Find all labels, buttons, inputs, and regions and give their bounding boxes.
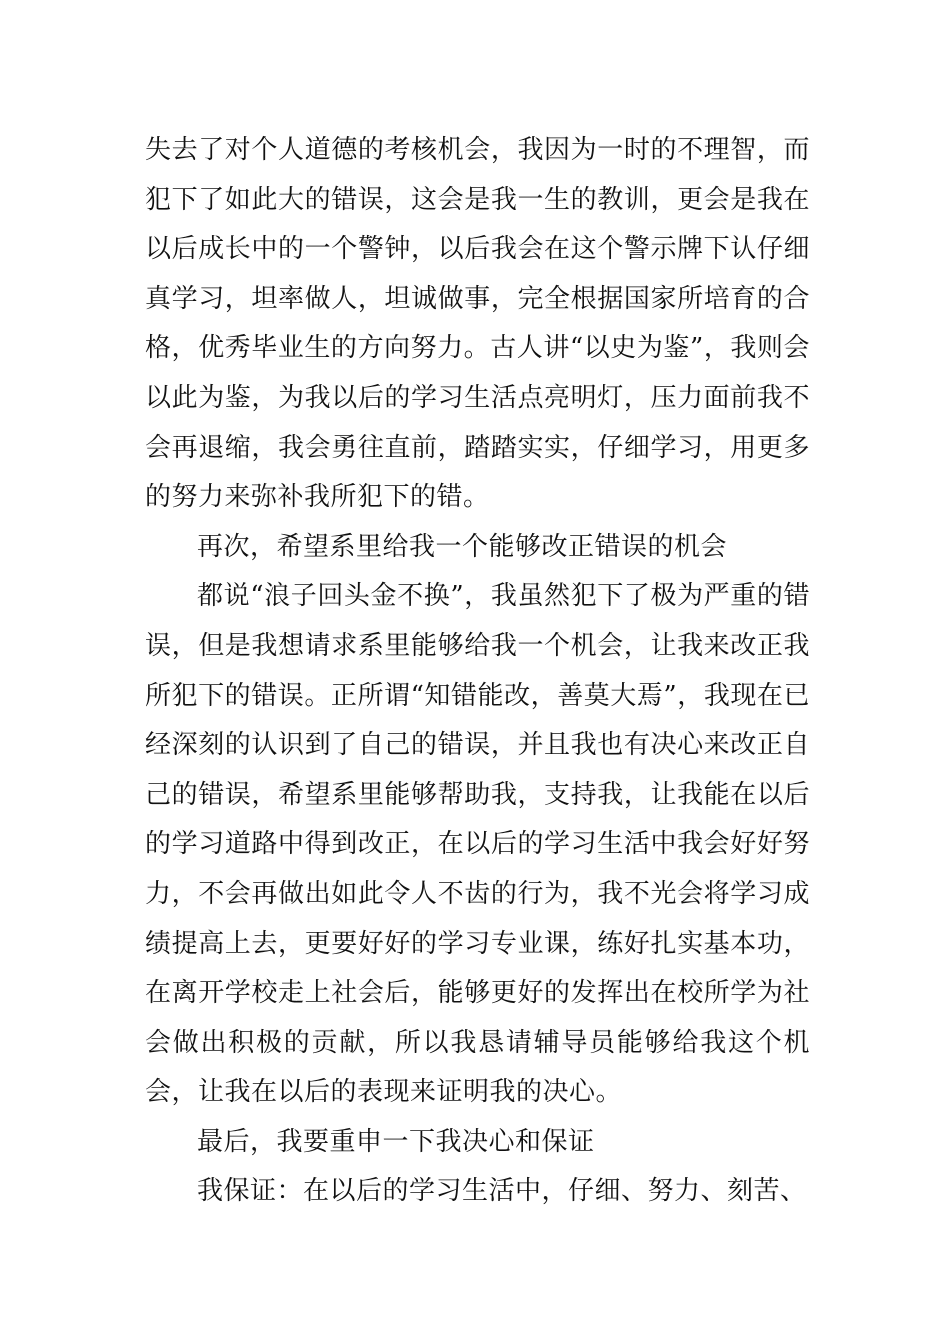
document-page xyxy=(145,126,810,1217)
section-heading-paragraph: 最后，我要重申一下我决心和保证 xyxy=(197,1126,595,1157)
section-heading-paragraph: 再次，希望系里给我一个能够改正错误的机会 xyxy=(197,531,728,562)
body-paragraph: 我保证：在以后的学习生活中，仔细、努力、刻苦、 xyxy=(197,1176,807,1207)
body-paragraph: 失去了对个人道德的考核机会，我因为一时的不理智，而犯下了如此大的错误，这会是我一生的教训，更会是我在以后成长中的一个警钟，以后我会在这个警示牌下认仔细真学习，坦率做人，坦诚做事，完全根据国家所培育的合格，优秀毕业生的方向努力。古人讲“以史为鉴”，我则会以此为鉴，为我以后的学习生活点亮明灯，压力面前我不会再退缩，我会勇往直前，踏踏实实，仔细学习，用更多的努力来弥补我所犯下的错。 xyxy=(145,135,810,513)
body-paragraph: 都说“浪子回头金不换”，我虽然犯下了极为严重的错误，但是我想请求系里能够给我一个机会，让我来改正我所犯下的错误。正所谓“知错能改，善莫大焉”，我现在已经深刻的认识到了自己的错误，并且我也有决心来改正自己的错误，希望系里能够帮助我，支持我，让我能在以后的学习道路中得到改正，在以后的学习生活中我会好好努力，不会再做出如此令人不齿的行为，我不光会将学习成绩提高上去，更要好好的学习专业课，练好扎实基本功，在离开学校走上社会后，能够更好的发挥出在校所学为社会做出积极的贡献，所以我恳请辅导员能够给我这个机会，让我在以后的表现来证明我的决心。 xyxy=(145,581,810,1108)
